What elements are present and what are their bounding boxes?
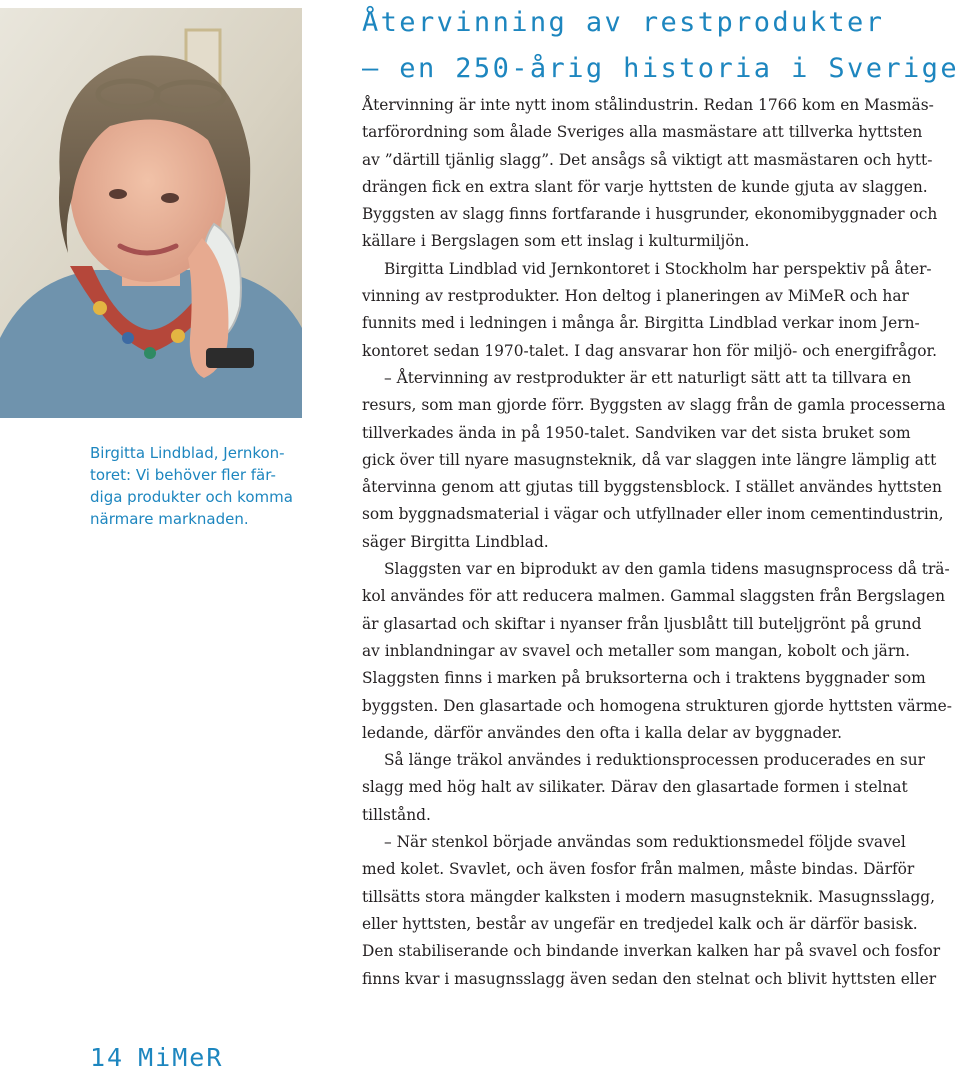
caption-line: toret: Vi behöver fler fär- [90,466,276,484]
caption-line: närmare marknaden. [90,510,249,528]
body-line: med kolet. Svavlet, och även fosfor från malmen, måste bindas. Därför [362,860,915,879]
body-line: återvinna genom att gjutas till byggstensblock. I stället användes hyttsten [362,478,942,497]
body-line: ledande, därför användes den ofta i kalla delar av byggnader. [362,723,843,742]
body-line: drängen fick en extra slant för varje hyttsten de kunde gjuta av slaggen. [362,177,928,196]
page-footer [90,1040,223,1076]
body-line: resurs, som man gjorde förr. Byggsten av slagg från de gamla processerna [362,396,946,415]
article-body [362,92,960,993]
body-line: Birgitta Lindblad vid Jernkontoret i Stockholm har perspektiv på åter- [384,259,932,278]
body-line: kontoret sedan 1970-talet. I dag ansvarar hon för miljö- och energifrågor. [362,341,938,360]
body-line: tillverkades ända in på 1950-talet. Sandviken var det sista bruket som [362,423,911,442]
body-line: eller hyttsten, består av ungefär en tredjedel kalk och är därför basisk. [362,914,918,933]
title-line: – en 250-årig historia i Sverige [362,53,959,84]
body-line: tillsätts stora mängder kalksten i modern masugnsteknik. Masugnsslagg, [362,887,936,906]
body-line: Så länge träkol användes i reduktionsprocessen producerades en sur [384,751,926,770]
body-line: kol användes för att reducera malmen. Gammal slaggsten från Bergslagen [362,587,946,606]
article-title [362,0,959,92]
body-line: tillstånd. [362,805,431,824]
body-line: slagg med hög halt av silikater. Därav den glasartade formen i stelnat [362,778,908,797]
body-line: Byggsten av slagg finns fortfarande i husgrunder, ekonomibyggnader och [362,205,938,224]
body-line: vinning av restprodukter. Hon deltog i planeringen av MiMeR och har [362,287,909,306]
body-line: som byggnadsmaterial i vägar och utfyllnader eller inom cementindustrin, [362,505,944,524]
title-line: Återvinning av restprodukter [362,7,885,38]
body-line: Slaggsten var en biprodukt av den gamla tidens masugnsprocess då trä- [384,560,950,579]
body-line: säger Birgitta Lindblad. [362,532,549,551]
body-line: byggsten. Den glasartade och homogena strukturen gjorde hyttsten värme- [362,696,952,715]
body-line: – Återvinning av restprodukter är ett naturligt sätt att ta tillvara en [384,368,912,387]
caption-line: Birgitta Lindblad, Jernkon- [90,444,285,462]
body-line: av inblandningar av svavel och metaller som mangan, kobolt och järn. [362,641,911,660]
body-line: källare i Bergslagen som ett inslag i kulturmiljön. [362,232,750,251]
body-line: finns kvar i masugnsslagg även sedan den stelnat och blivit hyttsten eller [362,969,937,988]
body-line: gick över till nyare masugnsteknik, då var slaggen inte längre lämplig att [362,450,937,469]
page-number: 14 [90,1043,125,1072]
body-line: funnits med i ledningen i många år. Birgitta Lindblad verkar inom Jern- [362,314,920,333]
body-line: är glasartad och skiftar i nyanser från ljusblått till buteljgrönt på grund [362,614,922,633]
photo-caption [90,442,305,530]
publication-name: MiMeR [138,1043,224,1072]
portrait-photo [0,8,302,418]
body-line: Den stabiliserande och bindande inverkan kalken har på svavel och fosfor [362,942,941,961]
caption-line: diga produkter och komma [90,488,293,506]
body-line: tarförordning som ålade Sveriges alla masmästare att tillverka hyttsten [362,123,923,142]
body-line: Slaggsten finns i marken på bruksorterna och i traktens byggnader som [362,669,926,688]
body-line: Återvinning är inte nytt inom stålindustrin. Redan 1766 kom en Masmäs- [362,96,934,114]
body-line: – När stenkol började användas som reduktionsmedel följde svavel [384,833,906,852]
body-line: av ”därtill tjänlig slagg”. Det ansågs så viktigt att masmästaren och hytt- [362,150,933,169]
